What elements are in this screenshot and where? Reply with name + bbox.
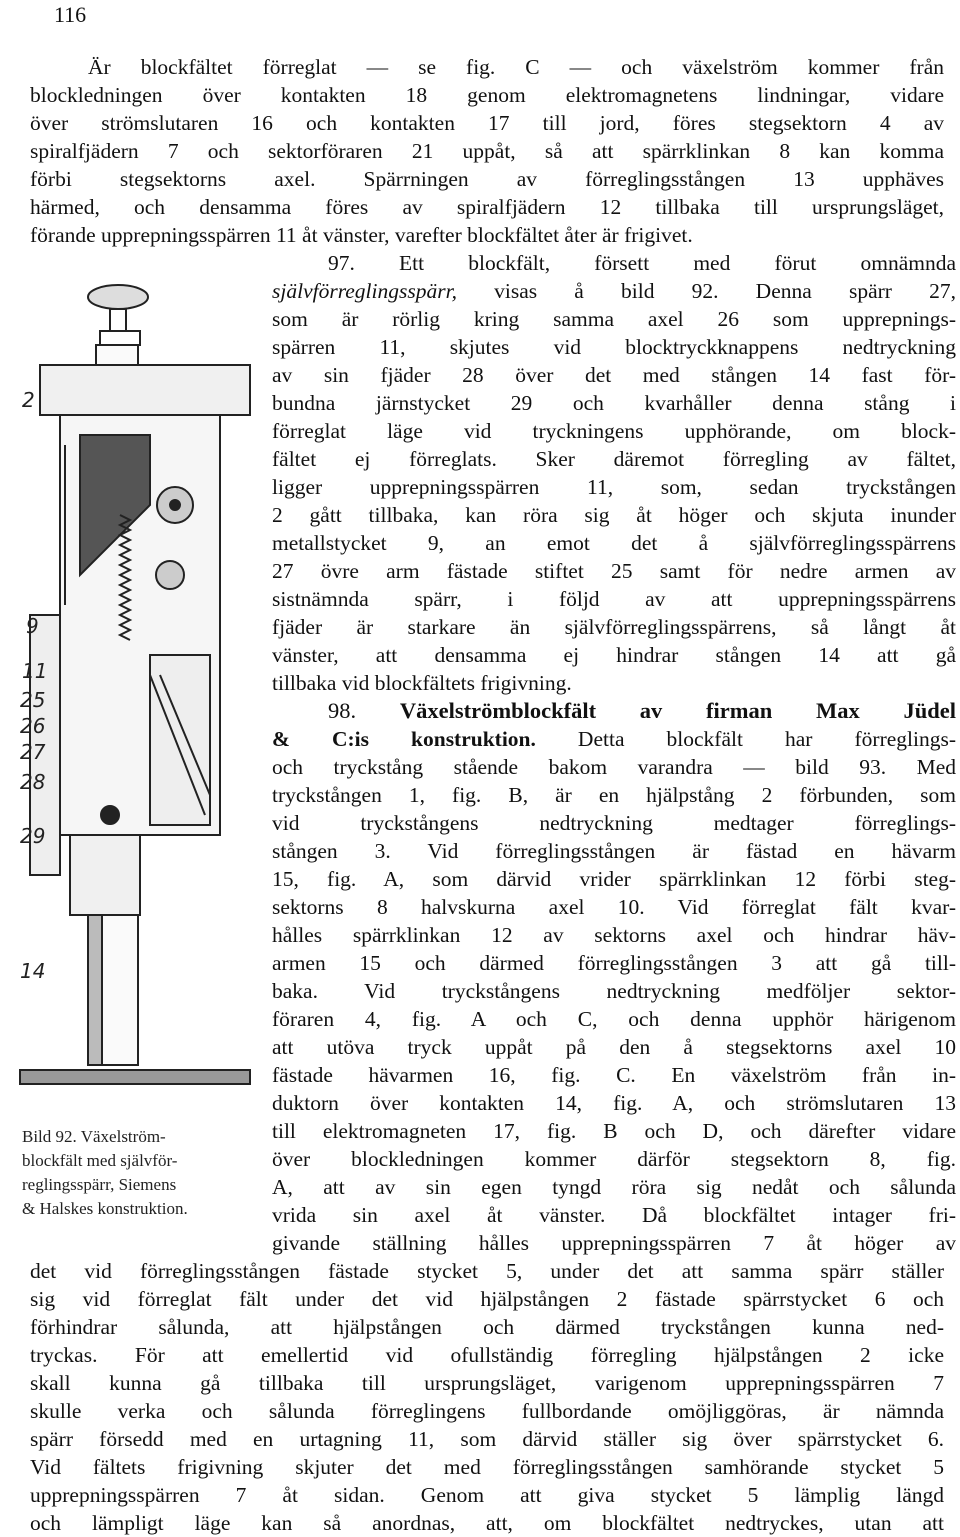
body-line: fästade hävarmen 16, fig. C. En växelström från in-	[272, 1063, 956, 1087]
figure-label: 26	[20, 714, 46, 738]
body-line: tillbaka vid blockfältets frigivning.	[272, 671, 572, 695]
body-line: sig vid förreglat fält under det vid hjälpstången 2 fästade spärrstycket 6 och	[30, 1287, 944, 1311]
body-line: 27 övre arm fästade stiftet 25 samt för nedre armen av	[272, 559, 956, 583]
body-line: spärr försedd med en urtagning 11, som därvid ställer sig över spärrstycket 6.	[30, 1427, 944, 1451]
body-line: baka. Vid tryckstångens nedtryckning medföljer sektor-	[272, 979, 956, 1003]
body-line: skall kunna gå tillbaka till ursprungsläget, varigenom upprepningsspärren 7	[30, 1371, 944, 1395]
body-line: vänster, att densamma ej hindrar stången 14 att gå	[272, 643, 956, 667]
figure-caption-line: reglingsspärr, Siemens	[22, 1175, 177, 1194]
body-line: ligger upprepningsspärren 11, som, sedan tryckstången	[272, 475, 956, 499]
section-98-heading	[328, 697, 956, 725]
figure-label: 2	[22, 388, 35, 412]
body-line: sistnämnda spärr, i följd av att upprepningsspärrens	[272, 587, 956, 611]
line-text: visas å bild 92. Denna spärr 27,	[456, 279, 956, 303]
body-line: till elektromagneten 17, fig. B och D, och därefter vidare	[272, 1119, 956, 1143]
body-line: och lämpligt läge kan så anordnas, att, om blockfältet nedtryckes, utan att	[30, 1511, 944, 1535]
body-line: sektorns 8 halvskurna axel 10. Vid förreglat fält kvar-	[272, 895, 956, 919]
body-line: vrida sin axel åt vänster. Då blockfältet intager fri-	[272, 1203, 956, 1227]
figure-caption-line: blockfält med självför-	[22, 1151, 178, 1170]
body-line: 15, fig. A, som därvid vrider spärrklinkan 12 förbi steg-	[272, 867, 956, 891]
body-line: upprepningsspärren 7 åt sidan. Genom att giva stycket 5 lämplig längd	[30, 1483, 944, 1507]
body-line: att utöva tryck uppåt på den å stegsektorns axel 10	[272, 1035, 956, 1059]
body-line: härmed, och densamma föres av spiralfjädern 12 tillbaka till ursprungsläget,	[30, 195, 944, 219]
body-line: spärren 11, skjutes vid blocktryckknappens nedtryckning	[272, 335, 956, 359]
figure-caption-line: Bild 92. Växelström-	[22, 1127, 166, 1146]
section-title: Växelströmblockfält av firman Max Jüdel	[399, 698, 956, 723]
figure-label: 9	[26, 614, 39, 638]
body-line: Vid fältets frigivning skjuter det med förreglingsstången samhörande stycket 5	[30, 1455, 944, 1479]
body-line: Är blockfältet förreglat — se fig. C — och växelström kommer från	[88, 55, 944, 79]
section-title: & C:is konstruktion.	[272, 727, 536, 751]
italic-term: självförreglingsspärr,	[272, 279, 457, 303]
body-line: bundna järnstycket 29 och kvarhåller denna stång i	[272, 391, 956, 415]
body-line: spiralfjädern 7 och sektorföraren 21 uppåt, så att spärrklinkan 8 kan komma	[30, 139, 944, 163]
body-line: förhindrar sålunda, att hjälpstången och därmed tryckstången kunna ned-	[30, 1315, 944, 1339]
body-line: vid tryckstångens nedtryckning medtager förreglings-	[272, 811, 956, 835]
blockfield-mechanism-figure	[0, 275, 268, 1235]
body-line: över strömslutaren 16 och kontakten 17 till jord, föres stegsektorn 4 av	[30, 111, 944, 135]
body-line: förbi stegsektorns axel. Spärrningen av förreglingsstången 13 upphäves	[30, 167, 944, 191]
body-line: blockledningen över kontakten 18 genom elektromagnetens lindningar, vidare	[30, 83, 944, 107]
body-line: skulle verka och sålunda förreglingens fullbordande omöjliggöras, är nämnda	[30, 1399, 944, 1423]
page-number: 116	[54, 2, 87, 27]
body-line: över blockledningen kommer därför stegsektorn 8, fig.	[272, 1147, 956, 1171]
body-line: tryckas. För att emellertid vid ofullständig förregling hjälpstången 2 icke	[30, 1343, 944, 1367]
body-line: 2 gått tillbaka, kan röra sig åt höger och skjuta inunder	[272, 503, 956, 527]
body-line: föraren 4, fig. A och C, och denna upphör härigenom	[272, 1007, 956, 1031]
body-line: hålles spärrklinkan 12 av sektorns axel och hindrar häv-	[272, 923, 956, 947]
body-line: stången 3. Vid förreglingsstången är fästad en hävarm	[272, 839, 956, 863]
body-line: givande ställning hålles upprepningsspärren 7 åt höger av	[272, 1231, 956, 1255]
body-line: förreglat läge vid tryckningens upphörande, om block-	[272, 419, 956, 443]
body-line: och tryckstång stående bakom varandra — bild 93. Med	[272, 755, 956, 779]
figure-label: 25	[20, 688, 46, 712]
body-line	[272, 277, 956, 305]
body-line: fältet ej förreglats. Sker däremot förregling av fältet,	[272, 447, 956, 471]
section-97-heading: 97. Ett blockfält, försett med förut omnämnda	[328, 251, 956, 275]
figure-label: 29	[20, 824, 46, 848]
line-text: Detta blockfält har förreglings-	[535, 727, 956, 751]
figure-caption-line: & Halskes konstruktion.	[22, 1199, 188, 1218]
body-line: förande upprepningsspärren 11 åt vänster, varefter blockfältet åter är frigivet.	[30, 223, 693, 247]
body-line: duktorn över kontakten 14, fig. A, och strömslutaren 13	[272, 1091, 956, 1115]
body-line	[272, 725, 956, 753]
body-line: metallstycket 9, an emot det å självförreglingsspärrens	[272, 531, 956, 555]
body-line: tryckstången 1, fig. B, är en hjälpstång 2 förbunden, som	[272, 783, 956, 807]
body-line: fjäder är starkare än självförreglingsspärrens, så långt åt	[272, 615, 956, 639]
figure-label: 14	[20, 959, 46, 983]
body-line: armen 15 och därmed förreglingsstången 3 att gå till-	[272, 951, 956, 975]
body-line: av sin fjäder 28 över det med stången 14 fast för-	[272, 363, 956, 387]
body-line: A, att av sin egen tyngd röra sig nedåt och sålunda	[272, 1175, 956, 1199]
figure-label: 28	[20, 770, 46, 794]
figure-label: 27	[20, 740, 46, 764]
body-line: som är rörlig kring samma axel 26 som upprepnings-	[272, 307, 956, 331]
figure-label: 11	[22, 659, 48, 683]
section-number: 98.	[328, 698, 400, 723]
body-line: det vid förreglingsstången fästade stycket 5, under det att samma spärr ställer	[30, 1259, 944, 1283]
